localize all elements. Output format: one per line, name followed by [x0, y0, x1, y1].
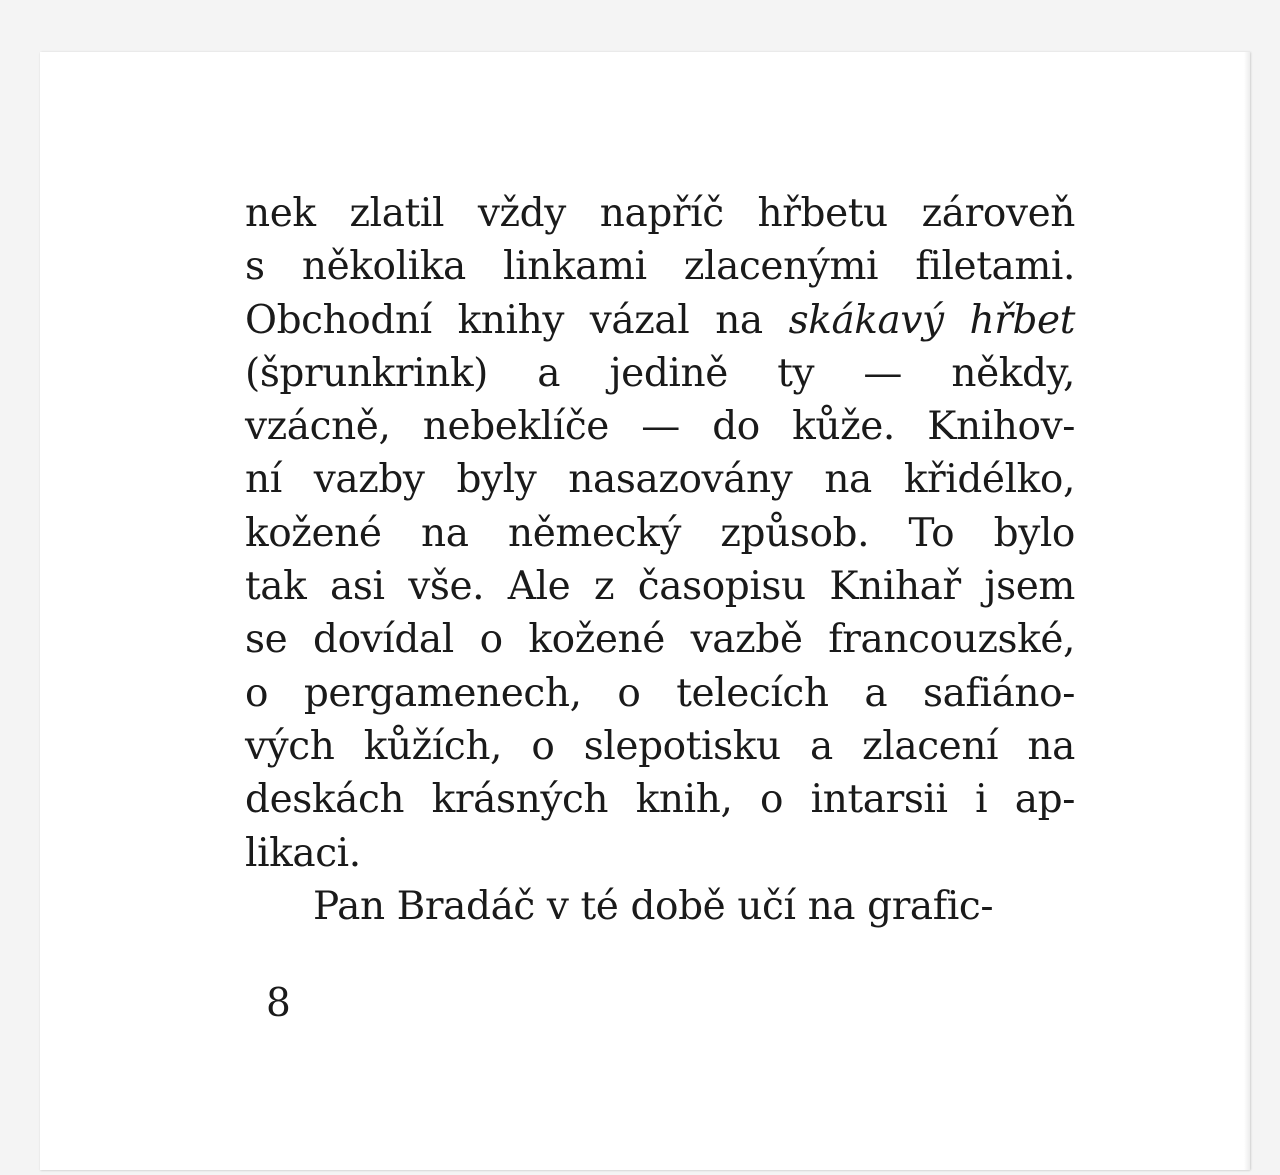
- page-edge: [1244, 52, 1250, 1170]
- text-line: kožené na německý způsob. To bylo: [245, 510, 1075, 556]
- text-line: likaci.: [245, 830, 361, 876]
- text-line: (šprunkrink) a jedině ty — někdy,: [245, 350, 1075, 396]
- body-text: [245, 187, 1075, 933]
- text-line: vzácně, nebeklíče — do kůže. Knihov-: [245, 404, 1075, 450]
- paragraph-start-line: Pan Bradáč v té době učí na grafic-: [313, 883, 994, 929]
- text-line: se dovídal o kožené vazbě francouzské,: [245, 617, 1075, 663]
- page-number: 8: [266, 981, 291, 1026]
- text-line: deskách krásných knih, o intarsii i ap-: [245, 777, 1075, 823]
- text-line: ní vazby byly nasazovány na křidélko,: [245, 457, 1075, 503]
- text-line: [245, 294, 1075, 347]
- text-line: s několika linkami zlacenými filetami.: [245, 244, 1075, 290]
- text-line: vých kůžích, o slepotisku a zlacení na: [245, 723, 1075, 769]
- text-line: o pergamenech, o telecích a safiáno-: [245, 670, 1075, 716]
- text-line-start: Obchodní knihy vázal na: [245, 297, 789, 343]
- text-line: nek zlatil vždy napříč hřbetu zároveň: [245, 191, 1075, 236]
- italic-term: skákavý hřbet: [788, 297, 1075, 343]
- book-page: [40, 52, 1250, 1170]
- text-line: tak asi vše. Ale z časopisu Knihař jsem: [245, 564, 1075, 610]
